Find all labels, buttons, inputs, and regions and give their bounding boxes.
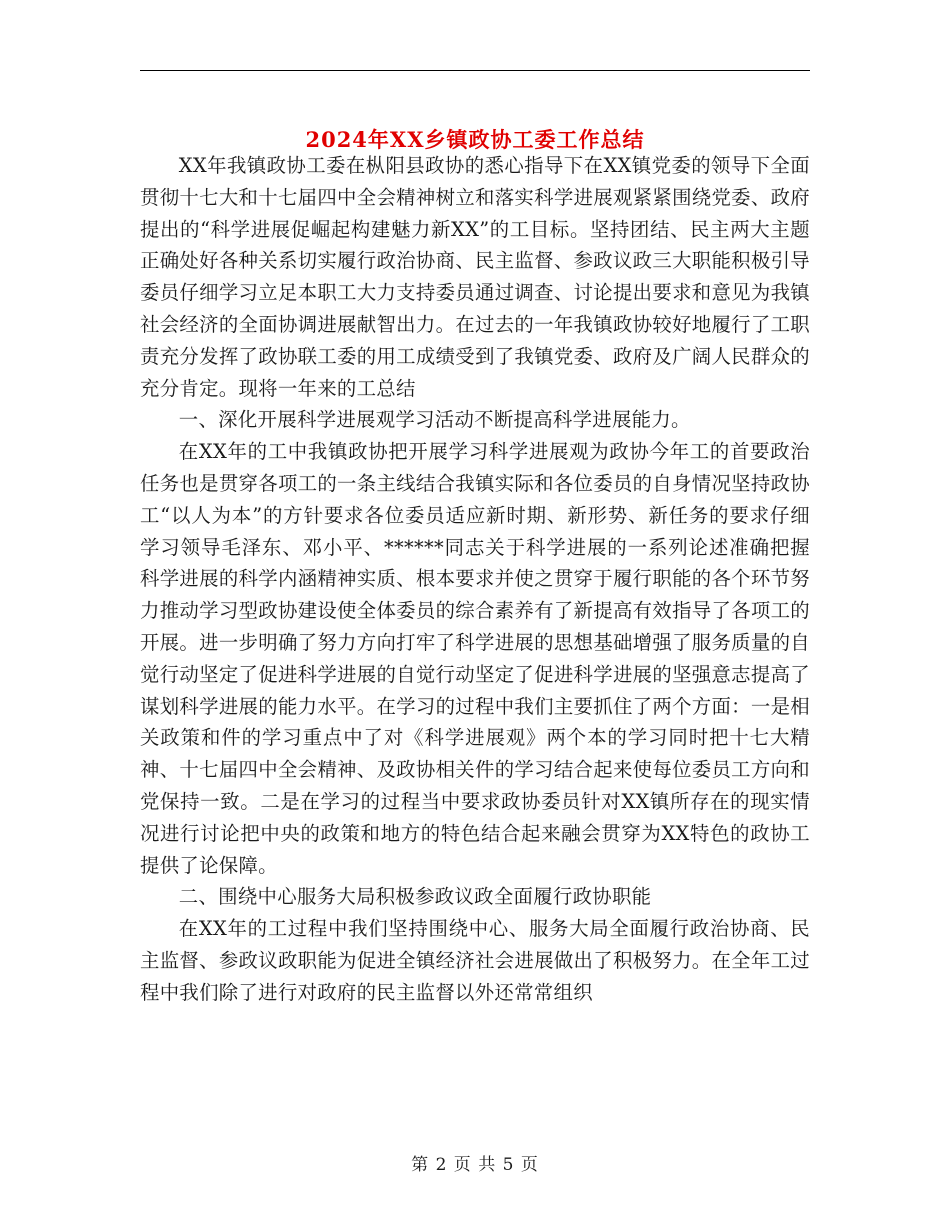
paragraph-intro: XX年我镇政协工委在枞阳县政协的悉心指导下在XX镇党委的领导下全面贯彻十七大和十七届四中全会精神树立和落实科学进展观紧紧围绕党委、政府提出的“科学进展促崛起构建魅力新XX”的工目标。坚持团结、民主两大主题正确处好各种关系切实履行政治协商、民主监督、参政议政三大职能积极引导委员仔细学习立足本职工大力支持委员通过调查、讨论提出要求和意见为我镇社会经济的全面协调进展献智出力。在过去的一年我镇政协较好地履行了工职责充分发挥了政协联工委的用工成绩受到了我镇党委、政府及广阔人民群众的充分肯定。现将一年来的工总结 (140, 154, 810, 400)
paragraph-section-1: 在XX年的工中我镇政协把开展学习科学进展观为政协今年工的首要政治任务也是贯穿各项工的一条主线结合我镇实际和各位委员的自身情况坚持政协工“以人为本”的方针要求各位委员适应新时期、新形势、新任务的要求仔细学习领导毛泽东、邓小平、******同志关于科学进展的一系列论述准确把握科学进展的科学内涵精神实质、根本要求并使之贯穿于履行职能的各个环节努力推动学习型政协建设使全体委员的综合素养有了新提高有效指导了各项工的开展。进一步明确了努力方向打牢了科学进展的思想基础增强了服务质量的自觉行动坚定了促进科学进展的自觉行动坚定了促进科学进展的坚强意志提高了谋划科学进展的能力水平。在学习的过程中我们主要抓住了两个方面：一是相关政策和件的学习重点中了对《科学进展观》两个本的学习同时把十七大精神、十七届四中全会精神、及政协相关件的学习结合起来使每位委员工方向和党保持一致。二是在学习的过程当中要求政协委员针对XX镇所存在的现实情况进行讨论把中央的政策和地方的特色结合起来融会贯穿为XX特色的政协工提供了论保障。 (140, 440, 810, 877)
header-rule (140, 70, 810, 71)
section-heading-2: 二、围绕中心服务大局积极参政议政全面履行政协职能 (178, 885, 652, 909)
document-body (140, 150, 810, 1009)
document-title: 2024年XX乡镇政协工委工作总结 (305, 127, 645, 153)
page-number: 第 2 页 共 5 页 (411, 1155, 539, 1175)
paragraph-section-2: 在XX年的工过程中我们坚持围绕中心、服务大局全面履行政治协商、民主监督、参政议政职能为促进全镇经济社会进展做出了积极努力。在全年工过程中我们除了进行对政府的民主监督以外还常常组织 (140, 917, 810, 1004)
section-heading-1: 一、深化开展科学进展观学习活动不断提高科学进展能力。 (178, 408, 691, 432)
